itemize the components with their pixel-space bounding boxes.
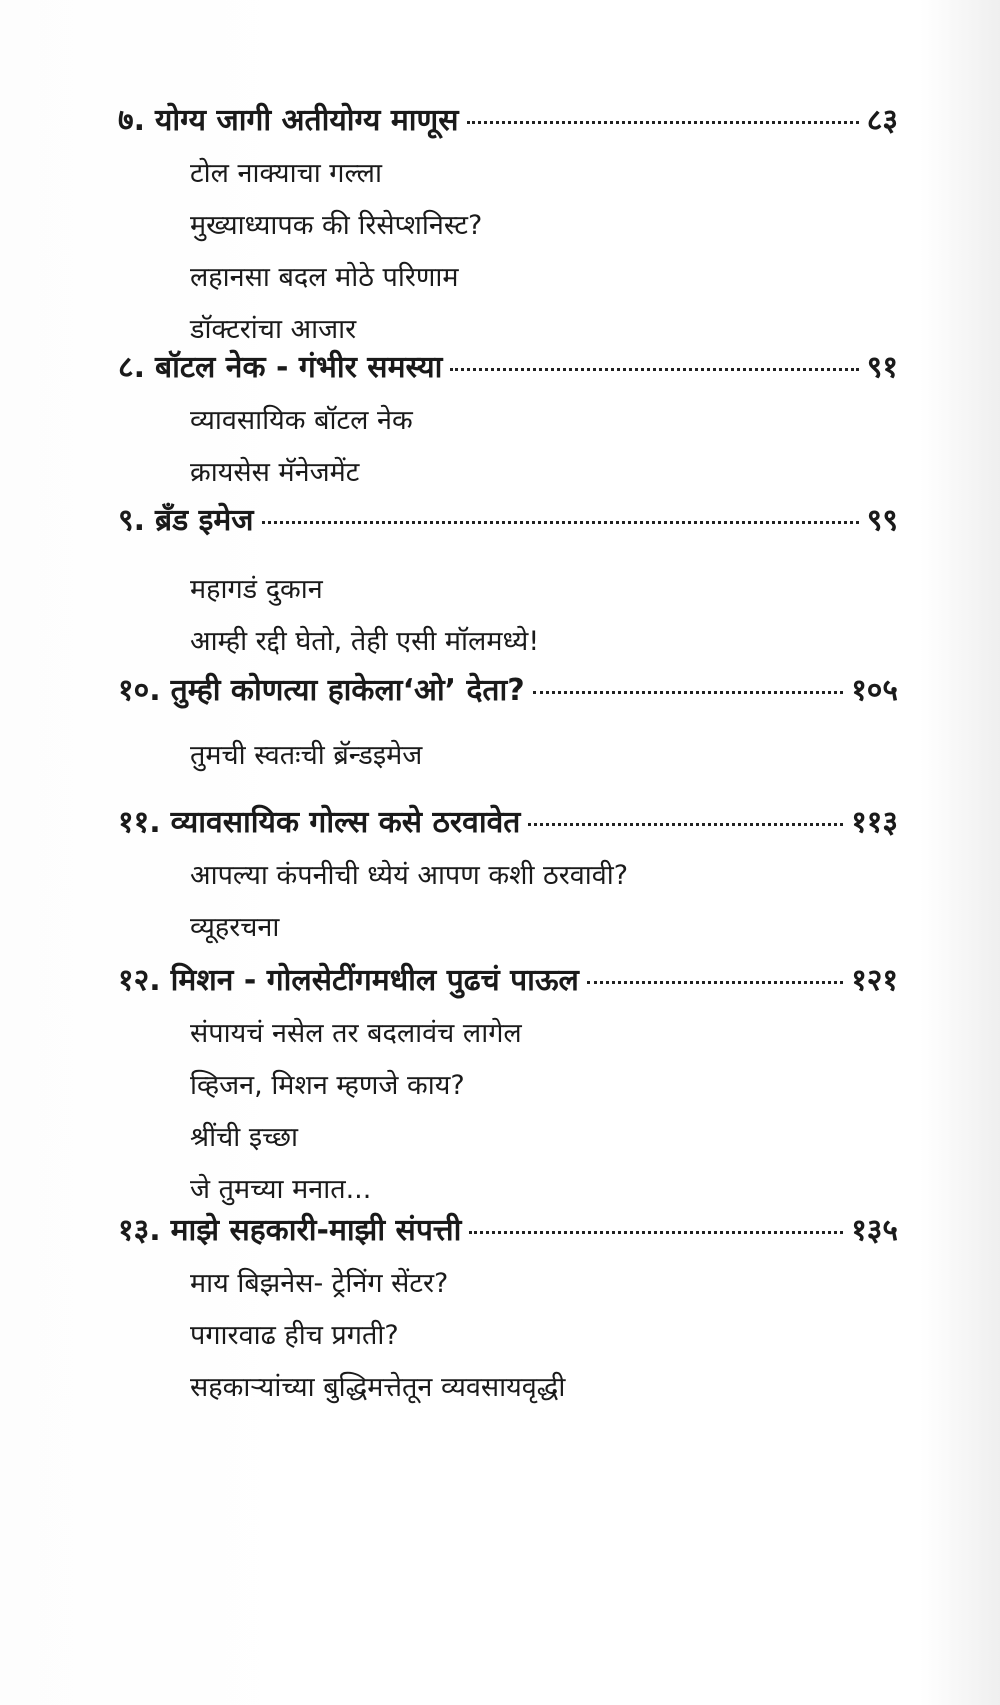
dot-leader [467,121,859,124]
dot-leader [262,521,859,524]
subtopic-item: टोल नाक्याचा गल्ला [190,158,382,189]
chapter-number: ९. [118,503,145,538]
chapter-page-number: ९१ [866,350,898,385]
subtopic-item: तुमची स्वतःची ब्रॅन्डइमेज [190,740,423,771]
chapter-heading [118,498,898,546]
chapter-title: ब्रँड इमेज [155,503,254,538]
toc-chapter-7[interactable] [118,98,898,360]
chapter-title: व्यावसायिक गोल्स कसे ठरवावेत [170,805,521,840]
dot-leader [587,981,843,984]
subtopic-item: क्रायसेस मॅनेजमेंट [190,457,360,488]
chapter-number: १०. [118,673,161,708]
subtopic-list [190,399,898,503]
subtopic-item: व्यूहरचना [190,912,280,943]
chapter-title: माझे सहकारी-माझी संपत्ती [170,1213,462,1248]
chapter-page-number: १३५ [851,1213,898,1248]
toc-chapter-8[interactable] [118,345,898,503]
subtopic-item: श्रींची इच्छा [190,1122,298,1153]
chapter-title: बॉटल नेक - गंभीर समस्या [155,350,443,385]
subtopic-list [190,854,898,958]
subtopic-list [190,1012,898,1220]
subtopic-list [190,1262,898,1418]
chapter-heading [118,668,898,716]
subtopic-item: संपायचं नसेल तर बदलावंच लागेल [190,1018,522,1049]
chapter-title: मिशन - गोलसेटींगमधील पुढचं पाऊल [170,963,579,998]
toc-chapter-12[interactable] [118,958,898,1220]
chapter-heading [118,345,898,393]
subtopic-item: सहकाऱ्यांच्या बुद्धिमत्तेतून व्यवसायवृद्धी [190,1372,566,1403]
chapter-number: ११. [118,805,161,840]
chapter-page-number: १०५ [851,673,898,708]
subtopic-list [190,568,898,672]
subtopic-item: माय बिझनेस- ट्रेनिंग सेंटर? [190,1268,449,1299]
dot-leader [469,1231,843,1234]
chapter-heading [118,958,898,1006]
subtopic-item: आम्ही रद्दी घेतो, तेही एसी मॉलमध्ये! [190,626,540,657]
toc-chapter-11[interactable] [118,800,898,958]
chapter-number: १२. [118,963,161,998]
subtopic-item: जे तुमच्या मनात... [190,1174,372,1205]
subtopic-list [190,152,898,360]
toc-chapter-10[interactable] [118,668,898,786]
dot-leader [450,368,858,371]
chapter-number: ८. [118,350,145,385]
subtopic-item: डॉक्टरांचा आजार [190,314,357,345]
chapter-title: योग्य जागी अतीयोग्य माणूस [155,103,459,138]
chapter-page-number: ९९ [866,503,898,538]
subtopic-item: मुख्याध्यापक की रिसेप्शनिस्ट? [190,210,483,241]
chapter-page-number: ११३ [851,805,898,840]
chapter-title: तुम्ही कोणत्या हाकेला‘ओ’ देता? [170,673,525,708]
dot-leader [533,691,843,694]
chapter-heading [118,800,898,848]
chapter-number: १३. [118,1213,161,1248]
toc-chapter-13[interactable] [118,1208,898,1418]
subtopic-item: व्यावसायिक बॉटल नेक [190,405,413,436]
chapter-page-number: ८३ [866,103,898,138]
subtopic-list [190,734,898,786]
subtopic-item: आपल्या कंपनीची ध्येयं आपण कशी ठरवावी? [190,860,629,891]
subtopic-item: पगारवाढ हीच प्रगती? [190,1320,399,1351]
chapter-heading [118,1208,898,1256]
chapter-number: ७. [118,103,145,138]
chapter-heading [118,98,898,146]
toc-chapter-9[interactable] [118,498,898,672]
chapter-page-number: १२१ [851,963,898,998]
dot-leader [528,823,843,826]
subtopic-item: महागडं दुकान [190,574,323,605]
subtopic-item: व्हिजन, मिशन म्हणजे काय? [190,1070,465,1101]
subtopic-item: लहानसा बदल मोठे परिणाम [190,262,459,293]
